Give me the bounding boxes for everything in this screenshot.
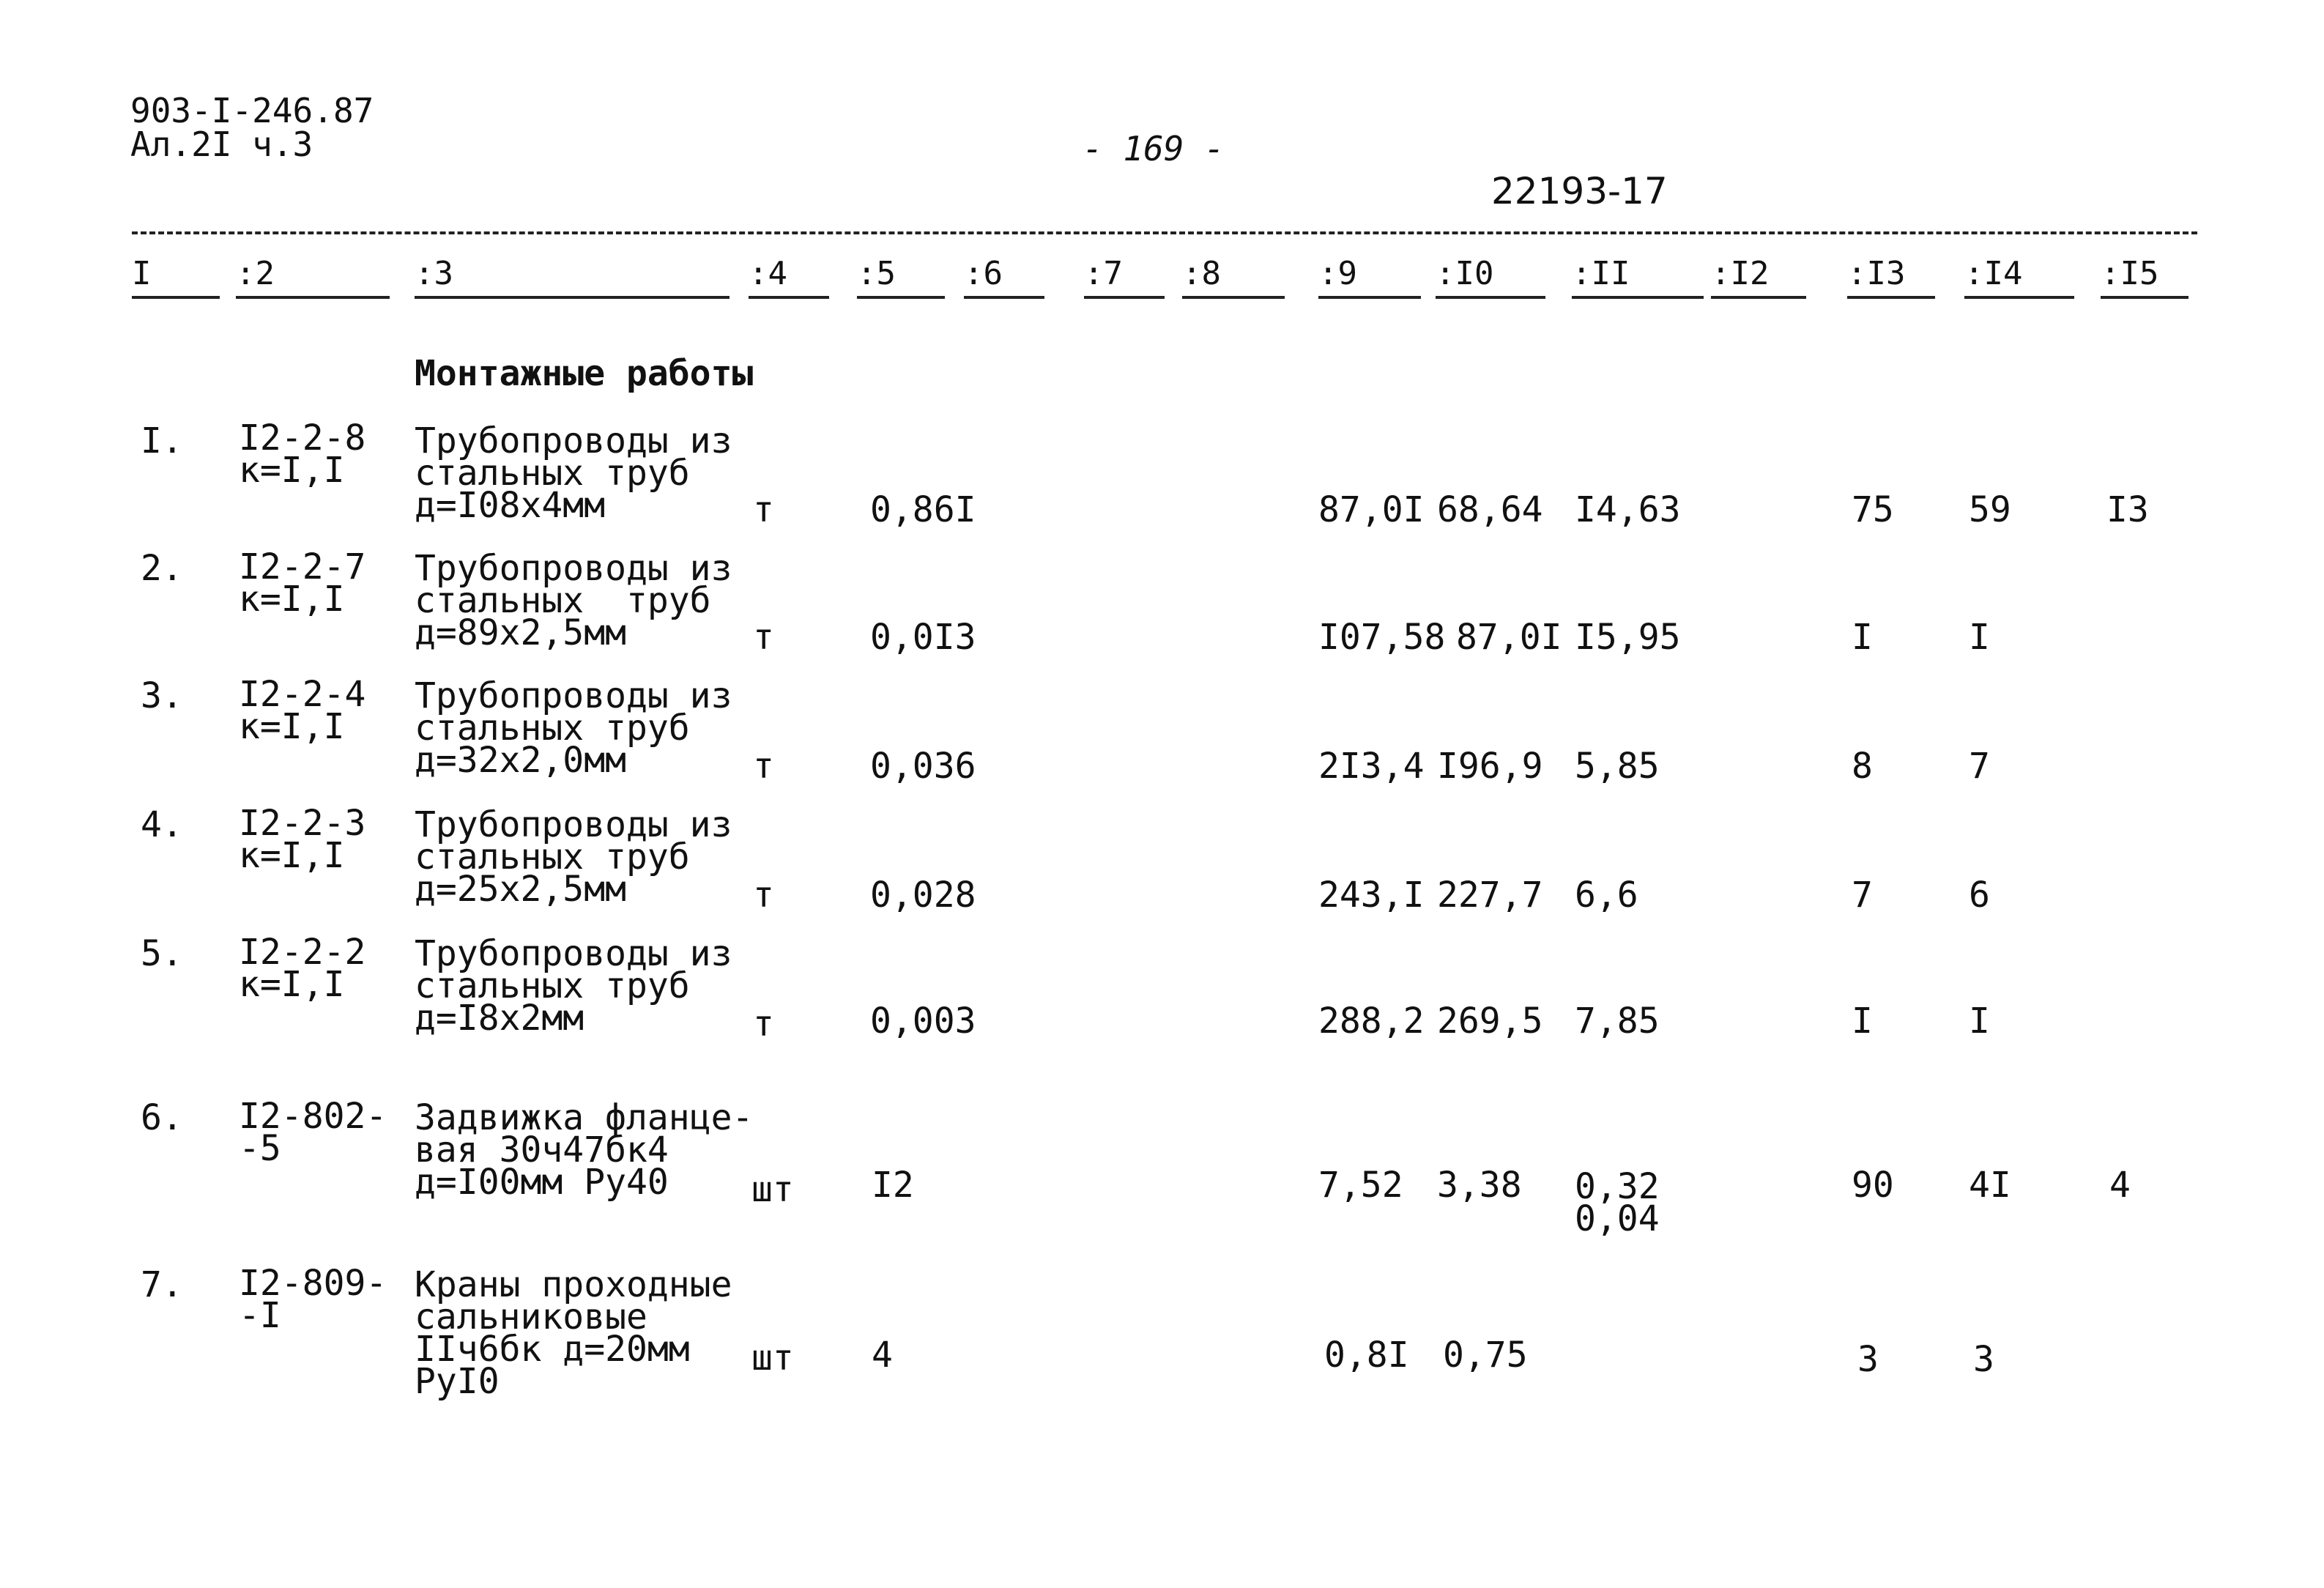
col-head-14: :I4 [1964,255,2074,299]
row-col-13: I [1852,1001,1873,1042]
row-col-13: 90 [1852,1165,1894,1206]
row-col-15: 4 [2109,1165,2131,1206]
row-number: 6. [141,1097,183,1138]
col-head-12: :I2 [1711,255,1806,299]
row-code: I2-2-7 к=I,I [239,546,366,620]
col-head-5: :5 [857,255,945,299]
section-title: Монтажные работы [415,353,754,394]
row-col-13: 3 [1857,1339,1879,1380]
row-col-11: 7,85 [1575,1001,1660,1042]
row-col-10: 68,64 [1437,489,1543,530]
row-col-10: 87,0I [1456,617,1562,658]
row-col-13: 75 [1852,489,1894,530]
col-head-6: :6 [964,255,1044,299]
row-col-10: I96,9 [1437,746,1543,787]
top-separator [132,231,2197,234]
stamp-number: 22193-17 [1491,170,1668,212]
row-col-11: 5,85 [1575,746,1660,787]
row-number: 3. [141,675,183,716]
col-head-15: :I5 [2101,255,2189,299]
row-description: Трубопроводы из стальных труб д=I08x4мм [415,420,732,526]
row-code: I2-2-4 к=I,I [239,674,366,747]
row-unit: шт [751,1169,794,1210]
row-description: Трубопроводы из стальных труб д=I8x2мм [415,933,732,1039]
row-col-13: 7 [1852,875,1873,916]
row-code: I2-809- -I [239,1263,387,1336]
row-col-10: 269,5 [1437,1001,1543,1042]
row-description: Задвижка фланце- вая 30ч47бк4 д=I00мм Ру40 [415,1097,754,1203]
row-description: Трубопроводы из стальных труб д=25x2,5мм [415,804,732,910]
row-col-10: 227,7 [1437,875,1543,916]
row-col-14: I [1969,617,1990,658]
row-col-14: 3 [1973,1339,1994,1380]
album-number: Ал.2I ч.3 [130,125,313,164]
row-col-10: 0,75 [1443,1335,1528,1376]
row-unit: т [753,746,774,787]
row-col-14: 6 [1969,875,1990,916]
page-number: - 169 - [1083,129,1225,168]
row-number: I. [141,420,183,461]
col-head-1: I [132,255,220,299]
row-col-15: I3 [2106,489,2149,530]
row-col-9: 288,2 [1318,1001,1425,1042]
doc-code: 903-I-246.87 [130,91,374,130]
row-number: 5. [141,933,183,974]
row-code: I2-2-2 к=I,I [239,932,366,1005]
row-col-11: 0,32 0,04 [1575,1166,1660,1239]
row-col-14: 7 [1969,746,1990,787]
col-head-7: :7 [1084,255,1165,299]
row-col-10: 3,38 [1437,1165,1522,1206]
row-quantity: 0,028 [870,875,976,916]
col-head-2: :2 [236,255,390,299]
row-unit: т [753,875,774,916]
col-head-9: :9 [1318,255,1421,299]
row-quantity: 0,003 [870,1001,976,1042]
col-head-11: :II [1572,255,1704,299]
col-head-4: :4 [749,255,829,299]
row-col-9: 243,I [1318,875,1425,916]
row-col-11: 6,6 [1575,875,1638,916]
row-quantity: 0,036 [870,746,976,787]
row-unit: шт [751,1337,794,1379]
row-col-9: 87,0I [1318,489,1425,530]
col-head-13: :I3 [1847,255,1935,299]
row-quantity: 4 [872,1335,893,1376]
row-col-11: I5,95 [1575,617,1681,658]
row-number: 4. [141,804,183,845]
row-col-9: 7,52 [1318,1165,1403,1206]
row-unit: т [753,1003,774,1045]
row-code: I2-802- -5 [239,1096,387,1169]
row-quantity: I2 [872,1165,914,1206]
row-col-14: I [1969,1001,1990,1042]
row-description: Трубопроводы из стальных труб д=32x2,0мм [415,675,732,781]
row-quantity: 0,0I3 [870,617,976,658]
col-head-10: :I0 [1436,255,1545,299]
row-number: 2. [141,548,183,589]
row-col-13: 8 [1852,746,1873,787]
row-col-9: 2I3,4 [1318,746,1425,787]
col-head-3: :3 [415,255,730,299]
row-col-14: 59 [1969,489,2011,530]
row-quantity: 0,86I [870,489,976,530]
row-code: I2-2-3 к=I,I [239,803,366,876]
col-head-8: :8 [1182,255,1285,299]
row-code: I2-2-8 к=I,I [239,418,366,491]
row-unit: т [753,489,774,530]
row-col-13: I [1852,617,1873,658]
row-description: Трубопроводы из стальных труб д=89x2,5мм [415,548,732,653]
row-number: 7. [141,1264,183,1305]
row-col-9: 0,8I [1324,1335,1409,1376]
row-col-11: I4,63 [1575,489,1681,530]
row-col-14: 4I [1969,1165,2011,1206]
row-col-9: I07,58 [1318,617,1446,658]
row-description: Краны проходные сальниковые IIч6бк д=20мм РуI0 [415,1264,732,1402]
row-unit: т [753,617,774,658]
